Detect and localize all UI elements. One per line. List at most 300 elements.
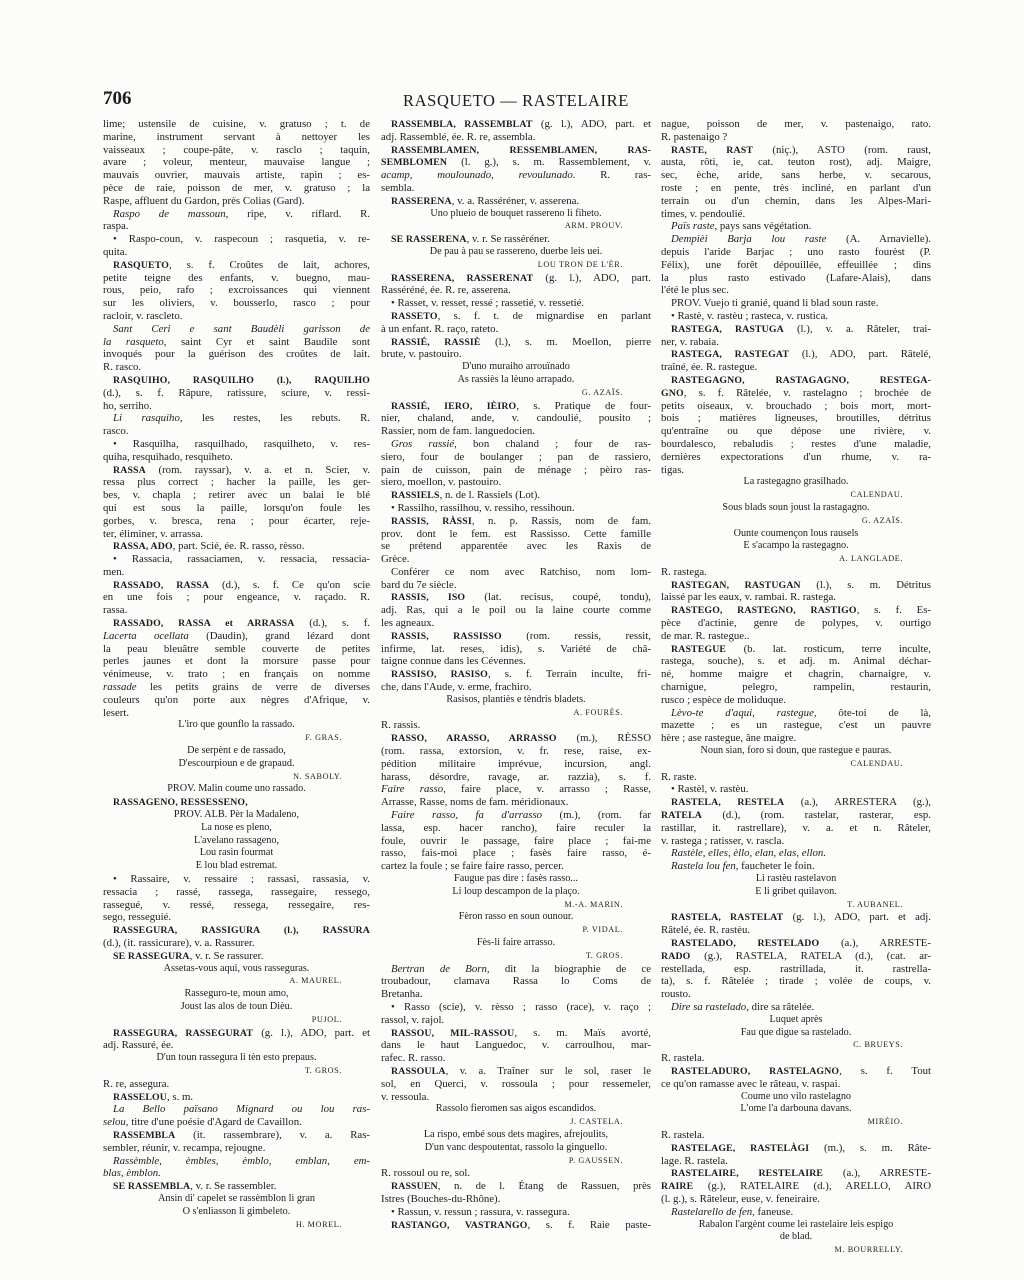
line-text: quita. [103,245,128,258]
entry-line [661,988,931,1001]
entry-line [381,540,651,553]
line-text: , s. f. Raie paste- [527,1218,651,1231]
line-text: (rom. ressis, ressit, [501,629,652,642]
entry-line [103,272,370,285]
line-text: R. rossoul ou re, sol. [381,1167,471,1180]
line-text: roste ; en pente, très incliné, en parlant d'un [661,181,931,194]
headword: RASQUETO [113,259,170,271]
line-text: PROV. Vuejo ti granié, quand li blad soun raste. [671,297,879,310]
line-text: (g. l.), ADO, part. [533,271,651,284]
line-text: nier, chaland, ande, v. candoulié, pousito ; [381,412,651,425]
line-text: qui est sous la paille, lorsqu'on foule les [103,501,370,514]
entry-line [103,591,370,604]
line-text: ho, serriho. [103,399,152,412]
quote-line: E li gribet quilavon. [755,885,837,897]
line-text: petits oiseaux, v. brouchado ; bois mort, mort- [661,399,931,412]
line-text: gorbes, v. bresca, rena ; pour écarter, reje- [103,514,370,527]
line-text: men. [103,565,125,578]
line-text: pèce de raie, poisson de mer, v. gratuso ; la [103,181,370,194]
line-text: (lat. recisus, coupé, tondu), [465,591,651,604]
italic-text: acamp, moulounado, revoulunado [381,169,573,182]
quote-line: Luquet après [769,1013,823,1025]
headword: RAIRE [661,1181,694,1193]
entry-line [661,118,931,131]
entry-line [103,886,370,899]
line-text: l'été le plus sec. [661,284,729,297]
entry-line [103,220,370,233]
headword: RASTEGUE [671,643,727,655]
entry-line [661,1052,931,1065]
line-text: , faucheter le foin. [735,860,815,873]
entry-line [661,425,931,438]
quote-line: L'iro que gounflo la rassado. [178,719,295,731]
line-text: petite teigne des enfants, v. buegno, mau- [103,271,370,284]
line-text: (g. l.), ADO, part. et adj. [783,911,932,924]
entry-line [103,1039,370,1052]
line-text: nague, poisson de mer, v. pastenaigo, rato. [661,118,931,130]
entry-line [381,732,651,745]
headword: RASSA, ADO [113,541,173,553]
entry-line [103,118,370,131]
quote-line: Fau que digue sa rastelado. [740,1026,852,1038]
line-text: (it. rassembrare), v. a. Ras- [175,1128,370,1141]
entry-line [661,144,931,157]
entry-line [661,246,931,259]
line-text: R. rastela. [661,1052,705,1065]
quote-line: De pau à pau se rassereno, duerbe leis uei. [429,245,603,257]
line-text: , ôte-toi de là, [813,706,931,719]
entry-line [103,1116,370,1129]
line-text: vénimeuse, v. trato ; en français on nomme [103,668,370,681]
line-text: • Raspo-coun, v. raspecoun ; rasquetia, v. re- [113,233,370,246]
italic-text: blas, èmblon. [103,1167,161,1180]
entry-line [381,425,651,438]
entry-line [103,489,370,502]
line-text: (l. g.), s. Râteleur, euse, v. feneiraire. [661,1192,820,1205]
line-text: , les restes, les rebuts. R. [179,412,370,425]
line-text: (m.), s. m. Râte- [809,1141,931,1154]
italic-text: Raspo de massoun [113,207,226,220]
headword: RASSOU, MIL-RASSOU [391,1027,515,1039]
line-text: quiha, resquihado, resquiheto. [103,450,233,463]
line-text: , s. f. Râtelée, v. rastelagno ; brochée de [683,386,931,399]
line-text: (a.), ARRESTERA (g.), [784,796,932,809]
line-text: Grèce. [381,553,410,566]
entry-line [381,144,651,157]
line-text: (g. l.), ADO, part. et [532,118,651,130]
line-text: vaisseaux ; coupe-pâte, v. rasclo ; taquin, [103,143,370,156]
entry-line [103,502,370,515]
line-text: mauvais ouvrier, mauvais artiste, rapin ; es- [103,169,370,182]
line-text: , s. m. [167,1090,194,1103]
source-attribution: PUJOL. [311,1014,342,1024]
entry-line [103,528,370,541]
headword: RASTANGO, VASTRANGO [391,1219,528,1231]
line-text: rousto. [661,988,691,1001]
entry-line [661,438,931,451]
quote-line: E lou blad estremat. [195,860,278,872]
line-text: rusco ; espèce de moliduque. [661,693,787,706]
line-text: , part. Scié, ée. R. rasso, rèsso. [172,540,305,553]
quote-line: Fèron rasso en soun ounour. [458,911,574,923]
line-text: (g. l.), ADO, part. et [253,1026,370,1039]
entry-line [381,464,651,477]
entry-line [381,118,651,131]
entry-line [103,617,370,630]
entry-line [103,707,370,720]
line-text: prov. dont le fem. est Rassisso. Cette famille [381,527,651,540]
entry-line [661,1129,931,1142]
source-attribution: A. FOURÈS. [573,707,623,717]
quote-line: Joust las alos de toun Dièu. [180,1000,293,1012]
line-text: • Rassacia, rassaciamen, v. ressacia, ressacia- [113,553,370,566]
line-text: , v. r. Se rassurer. [189,949,264,962]
entry-line [381,1039,651,1052]
entry-line [381,1193,651,1206]
line-text: , bon chaland ; four de ras- [454,437,651,450]
entry-line [381,323,651,336]
line-text: v. rastega ; ratisser, v. rascla. [661,834,785,847]
entry-line [103,873,370,886]
line-text: R. rastega. [661,565,707,578]
line-text: siero, four de boulanger ; pan de rassiero, [381,450,651,463]
line-text: Rassier, nom de fam. languedocien. [381,425,535,438]
line-text: sego, resseguié. [103,911,172,924]
entry-line [661,630,931,643]
line-text: , s. f. Es- [856,604,932,617]
entry-line [103,144,370,157]
line-text: raspa. [103,220,129,233]
line-text: • Rassilho, rassilhou, v. ressiho, ressihoun. [391,501,575,514]
line-text: ta), s. f. Râtelée ; tirade ; volée de coups, v. [661,975,931,988]
source-attribution: M.-A. MARIN. [564,899,623,909]
entry-line [661,348,931,361]
source-attribution: H. MOREL. [295,1219,342,1229]
line-text: che, dans l'Aude, v. erme, frachiro. [381,681,532,694]
entry-line [381,1091,651,1104]
entry-line [103,425,370,438]
line-text: (a.), ARRESTE- [819,937,931,949]
headword: RASTEGAN, RASTUGAN [671,579,801,591]
entry-line [661,694,931,707]
source-attribution: C. BRUEYS. [853,1040,903,1050]
line-text: ce qu'on ramasse avec le râteau, v. raspai. [661,1077,841,1090]
entry-line [103,1142,370,1155]
entry-line [381,310,651,323]
line-text: , n. p. Rassis, nom de fam. [471,514,651,527]
line-text: adj. Rassemblé, ée. R. re, assembla. [381,130,536,143]
line-text: bois ; matières ligneuses, broutilles, détritus [661,412,931,425]
source-attribution: T. GROS. [585,950,623,960]
quote-line: D'uno muraiho arrouïnado [462,361,570,373]
headword: RASSIS, ISO [391,592,466,604]
entry-line [661,911,931,924]
column-2 [381,118,651,1268]
quote-line: Uno plueio de bouquet rassereno li fiheto. [430,207,602,219]
line-text: charnigue, pelegro, rampelin, restaurin, [661,681,931,694]
italic-text: Bertran de Born [391,962,487,975]
quote-line: Rasisos, plantiès e tèndris bladets. [446,693,586,705]
entry-line [381,515,651,528]
line-text: (rom. rassa, extorsion, v. fr. rese, raise, ex- [381,745,651,758]
source-attribution: N. SABOLY. [293,771,342,781]
headword: SEMBLOMEN [381,157,448,169]
line-text: , v. r. Se rassembler. [190,1180,277,1193]
line-text: (d.), s. f. Râpure, ratissure, sciure, v. ressi- [103,386,370,399]
line-text: lassa, esp. hacer rancho), faire reculer la [381,821,651,834]
entry-line [381,1065,651,1078]
entry-line [381,284,651,297]
headword: RASTELADO, RESTELADO [671,938,820,949]
entry-line [381,758,651,771]
italic-text: Lèvo-te d'aqui, rastegue [671,706,814,719]
entry-line [381,272,651,285]
entry-line [661,1155,931,1168]
quote-line: E s'acampo la rastegagno. [743,540,849,552]
entry-line [661,451,931,464]
entry-line [103,1129,370,1142]
headword: GNO [661,387,684,399]
entry-line [661,1167,931,1180]
entry-line [381,156,651,169]
line-text: , saint Cyr et saint Baudile sont [163,335,371,348]
quote-line: D'un toun rassegura li tèn esto prepaus. [156,1052,317,1064]
entry-line [103,233,370,246]
running-title: RASQUETO — RASTELAIRE [403,91,629,110]
headword: RASSETO [391,310,438,322]
quote-line: de blad. [779,1231,813,1243]
entry-line [381,771,651,784]
entry-line [661,297,931,310]
line-text: qu'entraîne ou que dépose une rivière, v. [661,425,931,438]
quote-line: Ansin di' capelet se rassèmblon li gran [158,1192,315,1204]
entry-line [103,297,370,310]
line-text: la peau bleuâtre semble couverte de petites [103,642,370,655]
entry-line [661,1078,931,1091]
source-attribution: CALENDAU. [850,758,903,768]
entry-line [103,1078,370,1091]
source-attribution: MIRÈIO. [867,1117,903,1127]
line-text: taigne connue dans les Cévennes. [381,655,526,668]
line-text: (a.), ARRESTE- [823,1167,931,1180]
line-text: les agneaux. [381,617,435,630]
entry-line [381,233,651,246]
line-text: ter, éliminer, v. arrassa. [103,527,204,540]
line-text: , dire sa râtelée. [746,1000,815,1013]
source-attribution: J. CASTELA. [570,1117,623,1127]
headword: RASTELAGE, RASTELÀGI [671,1142,810,1154]
line-text: couleurs qu'on porte aux nègres d'Afrique, v. [103,693,370,706]
entry-line [103,246,370,259]
entry-line [103,464,370,477]
line-text: perles jaunes et dont la morsure passe pour [103,655,370,668]
entry-line [103,655,370,668]
headword: RASTEGA, RASTUGA [671,323,784,335]
source-attribution: P. VIDAL. [582,925,623,935]
line-text: , pays sans végétation. [714,220,812,233]
source-attribution: G. AZAÏS. [861,515,903,525]
entry-line [661,1193,931,1206]
quote-line: Assetas-vous aqui, vous rasseguras. [163,962,310,974]
line-text: la plus rasto estivado (Lafare-Alais), dans [661,271,931,284]
entry-line [661,464,931,477]
source-attribution: LOU TRON DE L'ÈR. [537,259,623,269]
italic-text: rassade [103,681,137,694]
source-attribution: ARM. PROUV. [564,221,623,231]
line-text: , v. a. Traîner sur le sol, raser le [445,1064,651,1077]
line-text: rassol, v. rajol. [381,1013,445,1026]
entry-line [661,220,931,233]
line-text: (g.), RATELAIRE (d.), ARELLO, AIRO [693,1180,931,1193]
entry-line [661,259,931,272]
line-text: • Rassun, v. ressun ; rassura, v. rassegura. [391,1205,570,1218]
line-text: • Rasquilha, rasquilhado, rasquilheto, v. res- [113,437,370,450]
entry-line [661,182,931,195]
line-text: rous, peio, rafo ; excroissances qui viennent [103,284,370,297]
entry-line [381,579,651,592]
entry-line [103,476,370,489]
entry-line [381,195,651,208]
line-text: , s. f. Croûtes de lait, achores, [169,258,370,271]
line-text: v. ressoula. [381,1090,430,1103]
entry-line [661,272,931,285]
entry-line [381,451,651,464]
entry-line [381,809,651,822]
entry-line [103,131,370,144]
line-text: , ripe, v. riflard. R. [225,207,370,220]
line-text: (l. g.), s. m. Rassemblement, v. [447,156,651,169]
entry-line [381,975,651,988]
entry-line [103,195,370,208]
line-text: restellada, esp. rastrillada, it. rastrella- [661,962,931,975]
entry-line [103,1091,370,1104]
entry-line [381,400,651,413]
line-text: , dit la biographie de ce [486,962,651,975]
italic-text: Faire rasso, fa d'arrasso [391,809,543,822]
line-text: né, homme maigre et chagrin, charnaigre, v. [661,668,931,681]
headword: RASTE, RAST [671,144,754,156]
entry-line [381,719,651,732]
source-attribution: A. LANGLADE. [839,554,903,564]
entry-line [661,566,931,579]
headword: RASTEGO, RASTEGNO, RASTIGO [671,605,857,617]
italic-text: Sant Ceri e sant Baudèli garisson de [113,322,370,335]
entry-line [103,1167,370,1180]
entry-line [661,975,931,988]
line-text: , s. f. t. de mignardise en parlant [437,309,651,322]
entry-line [381,297,651,310]
quote-line: D'un vanc despoutentat, rassolo la ginguello. [424,1141,608,1153]
entry-line [103,412,370,425]
quote-line: Sous blads soun joust la rastagagno. [722,501,870,513]
entry-line [381,1180,651,1193]
entry-line [661,847,931,860]
line-text: rastega, souche), s. et adj. m. Animal déchar- [661,655,931,668]
line-text: traîné, ée. R. rastegue. [661,361,758,374]
entry-line [661,233,931,246]
line-text: adj. Rassuré, ée. [103,1039,174,1052]
entry-line [103,259,370,272]
line-text: cartez la foule ; se faire faire rasso, percer. [381,860,564,873]
line-text: lime; ustensile de cuisine, v. gratuso ; t. de [103,118,370,130]
quote-line: Ounte coumençon lous rausels [733,527,859,539]
headword: RASSERENA [391,195,452,207]
line-text: avare ; voleur, menteur, mauvaise langue ; [103,156,370,169]
line-text: Félix), une forêt dépouillée, effeuillée ; dins [661,258,931,271]
entry-line [381,336,651,349]
headword: RASSEGURA, RASSEGURAT [113,1027,254,1039]
headword: RASTEGAGNO, RASTAGAGNO, RESTEGA- [671,374,931,386]
line-text: rafec. R. rasso. [381,1052,446,1065]
line-text: sol, en Querci, v. rossoula ; pour ressemeler, [381,1077,651,1090]
line-text: rastillar, it. rastrellare), v. a. et n. Râteler, [661,821,931,834]
entry-line [381,643,651,656]
line-text: • Rastèl, v. rastèu. [671,783,749,796]
entry-line [103,604,370,617]
headword: SE RASSEMBLA [113,1181,191,1193]
entry-line [661,1001,931,1014]
entry-line [381,528,651,541]
entry-line [661,387,931,400]
entry-line [661,668,931,681]
entry-line [103,400,370,413]
line-text: mazette ; es un rastegue, c'est un pauvre [661,719,931,732]
line-text: , s. f. Tout [839,1064,931,1077]
italic-text: Rastelarello de fen [671,1205,753,1218]
headword: RASTEGA, RASTEGAT [671,349,790,361]
line-text: , n. de l. Rassiels (Lot). [439,489,541,502]
headword: RASSIS, RASSISSO [391,630,502,642]
line-text: (niç.), ASTO (rom. raust, [753,143,931,156]
line-text: • Rastè, v. rastèu ; rasteca, v. rustica. [671,309,829,322]
line-text: sembla. [381,181,415,194]
line-text: lesert. [103,706,130,719]
page-number: 706 [103,88,132,109]
quote-line: PROV. Malin coume uno rassado. [167,783,306,795]
headword: RASSEGURA, RASSIGURA (l.), RASSURA [113,925,370,937]
line-text: (l.), v. a. Râteler, trai- [783,322,931,335]
entry-line [103,1180,370,1193]
entry-line [381,681,651,694]
entry-line [661,361,931,374]
entry-line [661,400,931,413]
italic-text: La Bello païsano Mignard ou lou ras- [113,1103,370,1116]
line-text: depuis l'aride Barjac ; uno rasto fourèst (P. [661,245,931,258]
headword: RASSIÉ, RASSIÈ [391,336,481,348]
headword: RASTELA, RASTELAT [671,912,784,924]
quote-line: Lou rasin fourmat [199,847,274,859]
entry-line [103,310,370,323]
line-text: les petits grains de verre de diverses [136,681,370,694]
line-text: Raspe, affluent du Gardon, près Colias (Gard). [103,194,305,207]
entry-line [381,1014,651,1027]
entry-line [381,835,651,848]
line-text: , n. de l. Étang de Rassuen, près [437,1180,651,1193]
entry-line [381,988,651,1001]
entry-line [103,169,370,182]
line-text: rassa. [103,604,128,617]
line-text: ner, v. rabaia. [661,335,719,348]
entry-line [103,361,370,374]
line-text: (A. Arnavielle). [826,233,931,246]
line-text: (g.), RASTELA, RATELA (d.), (cat. ar- [690,949,931,962]
entry-line [103,1027,370,1040]
entry-line [381,131,651,144]
line-text: sur les oliviers, v. bousserlo, rasco ; pour [103,297,370,310]
line-text: , v. a. Rasséréner, v. asserena. [451,194,580,207]
entry-line [381,438,651,451]
quote-line: O s'enliasson li gimbeleto. [182,1205,291,1217]
